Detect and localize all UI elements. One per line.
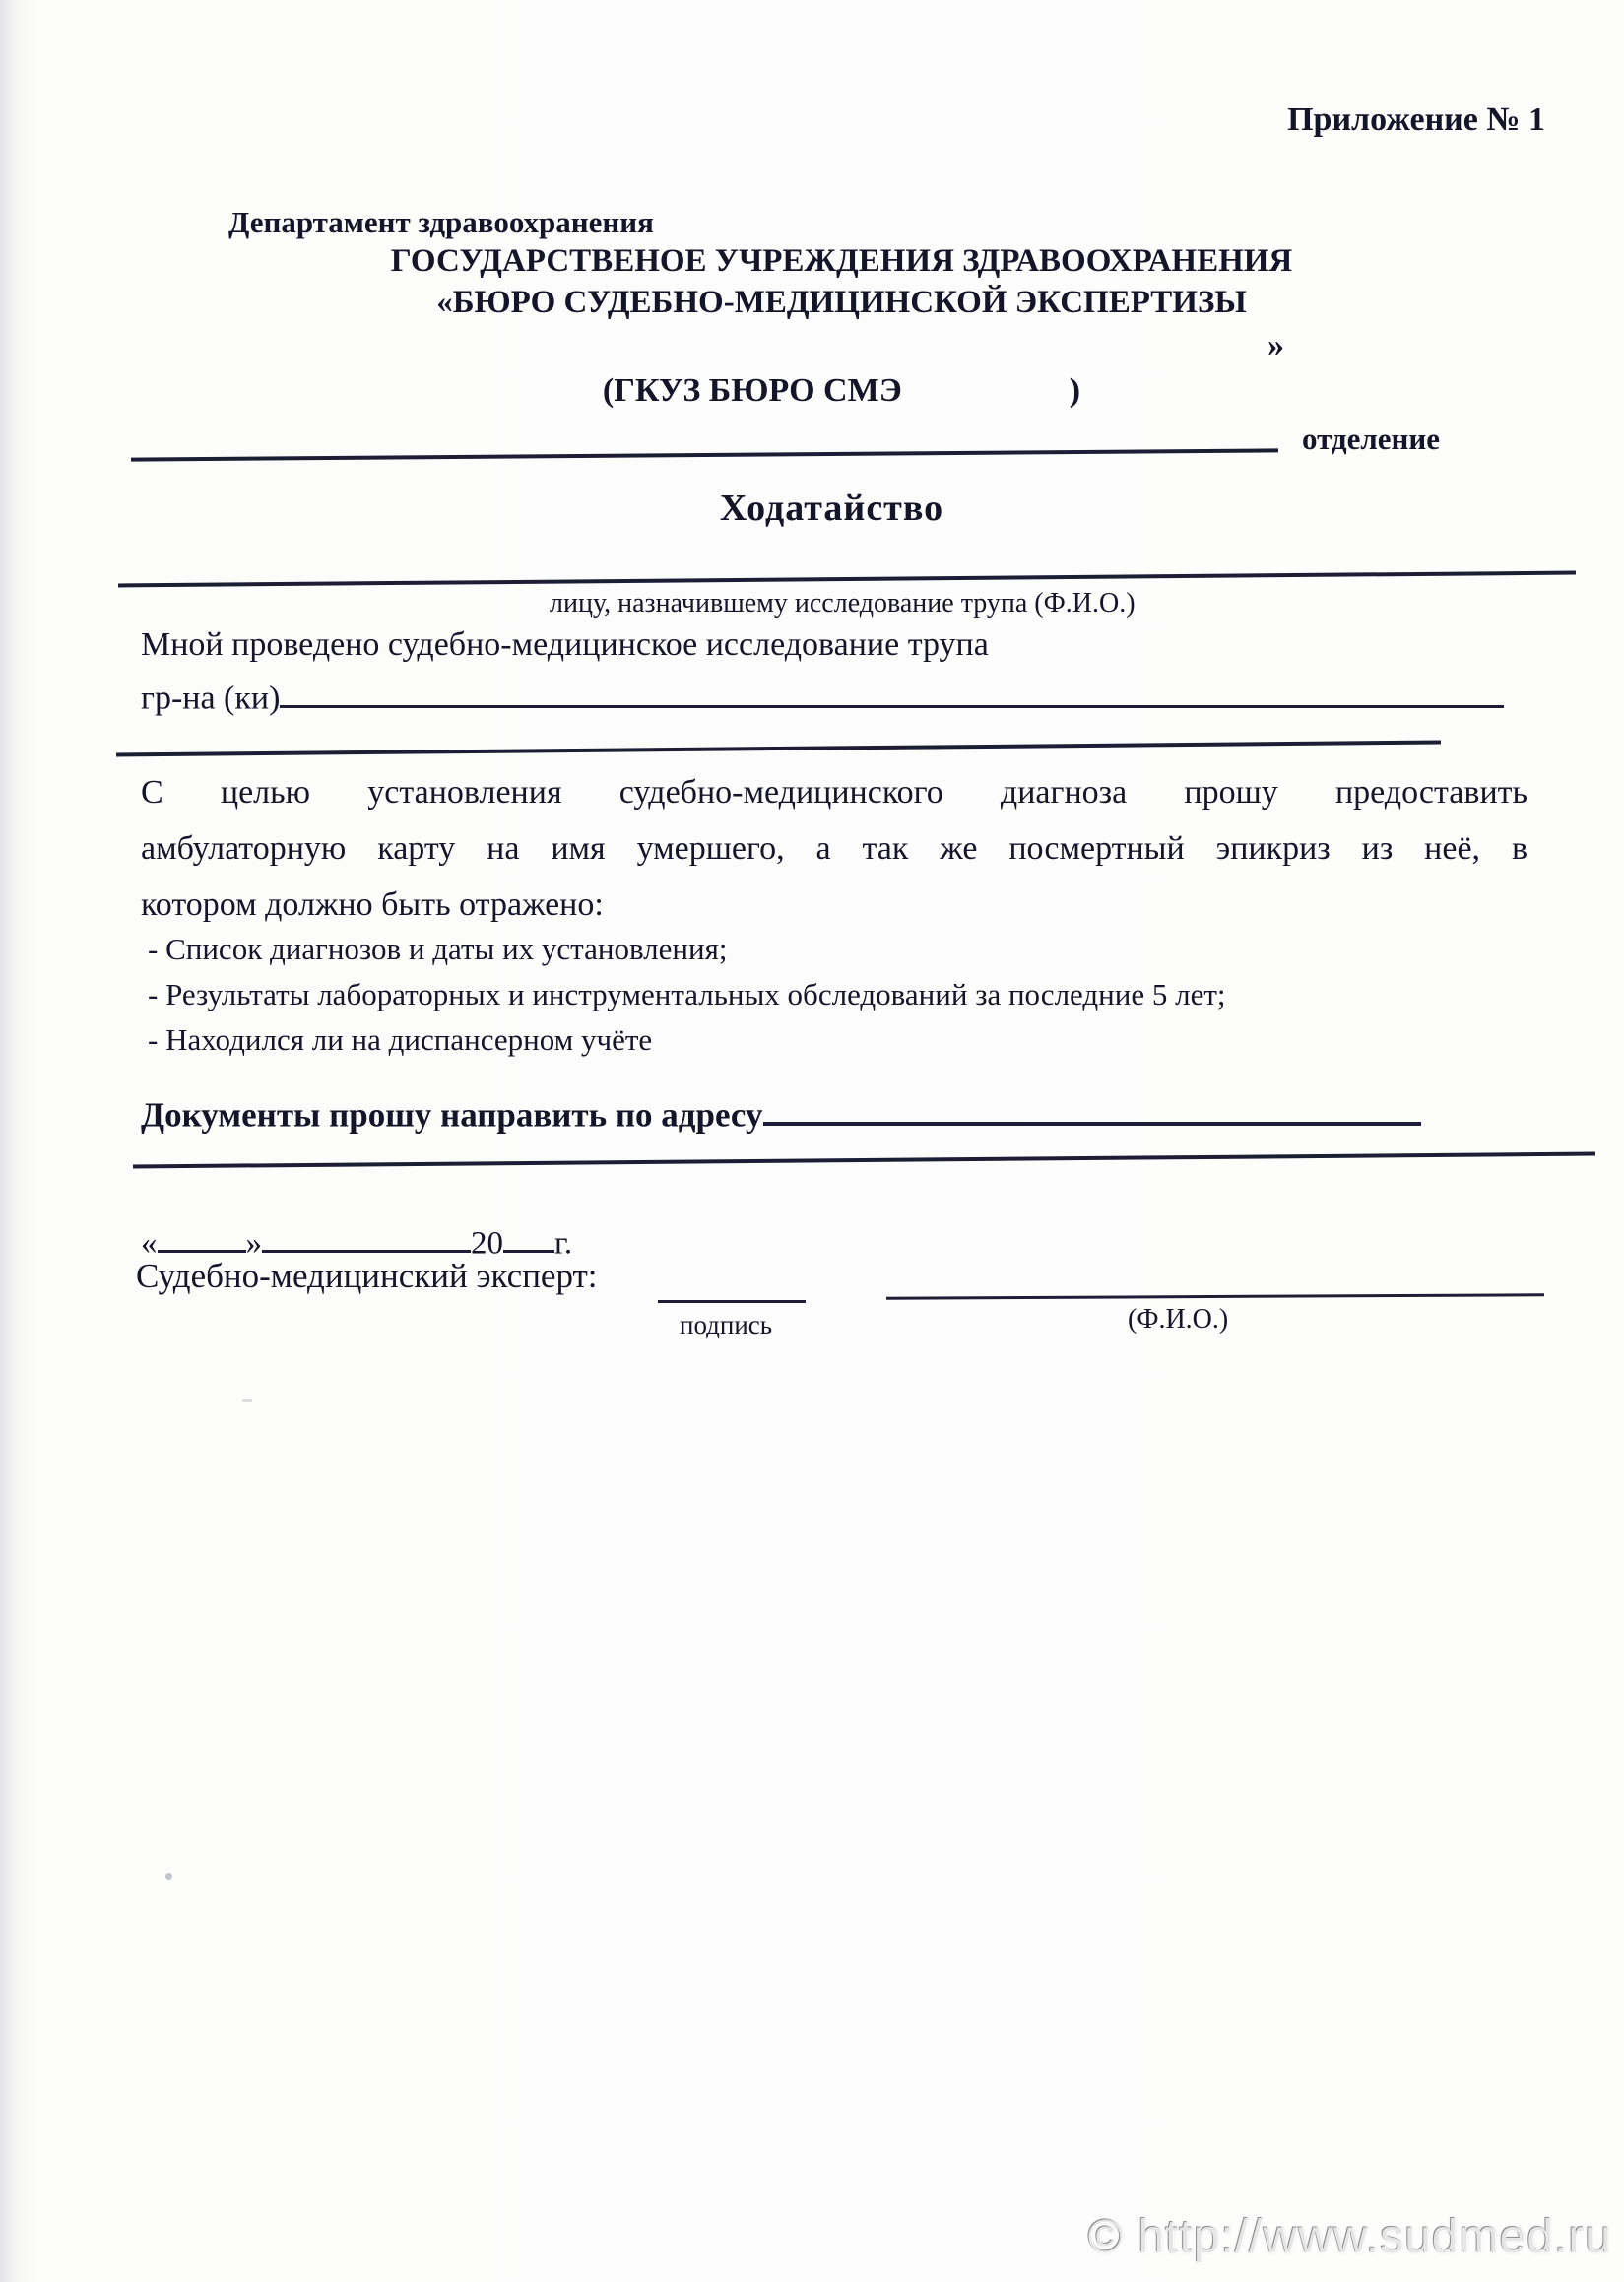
org-abbrev-open: (ГКУЗ БЮРО СМЭ	[602, 372, 902, 409]
send-to-row	[141, 1089, 1421, 1135]
date-quote-close: »	[245, 1225, 262, 1262]
signature-blank-line	[658, 1300, 806, 1303]
address-blank	[763, 1089, 1421, 1126]
date-year-suffix: г.	[554, 1225, 573, 1262]
list-item: - Список диагнозов и даты их установления;	[148, 932, 728, 966]
scan-artifact	[242, 1399, 252, 1402]
org-abbrev-close: )	[1069, 372, 1081, 409]
citizen-label: гр-на (ки)	[141, 680, 281, 717]
header-department-line: Департамент здравоохранения	[228, 205, 654, 239]
requested-items-list	[148, 927, 1226, 1063]
paragraph-line: котором должно быть отражено:	[141, 886, 604, 923]
document-title: Ходатайство	[719, 488, 944, 529]
citizen-name-row	[141, 674, 1504, 717]
header-org-abbrev-line	[30, 372, 1624, 410]
expert-name-caption: (Ф.И.О.)	[1128, 1304, 1229, 1335]
annex-label: Приложение № 1	[1287, 101, 1545, 138]
request-paragraph	[141, 764, 1527, 933]
citizen-name-blank-line2	[116, 741, 1441, 757]
paragraph-line: С целью установления судебно-медицинского диагноза прошу предоставить	[141, 774, 1527, 811]
signature-caption: подпись	[680, 1310, 773, 1339]
list-item: - Находился ли на диспансерном учёте	[148, 1022, 653, 1057]
send-to-label: Документы прошу направить по адресу	[141, 1095, 763, 1135]
date-year-prefix: 20	[471, 1225, 503, 1262]
date-quote-open: «	[141, 1225, 158, 1262]
department-field-label: отделение	[1302, 422, 1440, 456]
expert-name-blank-line	[886, 1293, 1544, 1299]
header-org-line2: «БЮРО СУДЕБНО-МЕДИЦИНСКОЙ ЭКСПЕРТИЗЫ	[436, 285, 1247, 320]
date-year-blank	[503, 1219, 554, 1253]
header-org-line1: ГОСУДАРСТВЕНОЕ УЧРЕЖДЕНИЯ ЗДРАВООХРАНЕНИЯ	[390, 243, 1293, 279]
site-watermark: © http://www.sudmed.ru	[1087, 2211, 1612, 2263]
citizen-name-blank	[280, 674, 1504, 708]
scan-artifact	[165, 1873, 172, 1880]
expert-label: Судебно-медицинский эксперт:	[136, 1257, 598, 1295]
addressee-blank-line	[118, 571, 1576, 588]
department-blank-line	[131, 448, 1278, 461]
header-org-closing-quote: »	[1267, 327, 1284, 363]
list-item: - Результаты лабораторных и инструментальных обследований за последние 5 лет;	[148, 977, 1226, 1011]
date-month-blank	[262, 1219, 471, 1253]
address-blank-line2	[133, 1152, 1595, 1169]
paragraph-line: амбулаторную карту на имя умершего, а так же посмертный эпикриз из неё, в	[141, 830, 1527, 867]
date-day-blank	[158, 1219, 246, 1253]
body-intro-line: Мной проведено судебно-медицинское исследование трупа	[141, 626, 989, 663]
date-row	[141, 1219, 572, 1262]
addressee-hint: лицу, назначившему исследование трупа (Ф.И.О.)	[550, 588, 1136, 619]
